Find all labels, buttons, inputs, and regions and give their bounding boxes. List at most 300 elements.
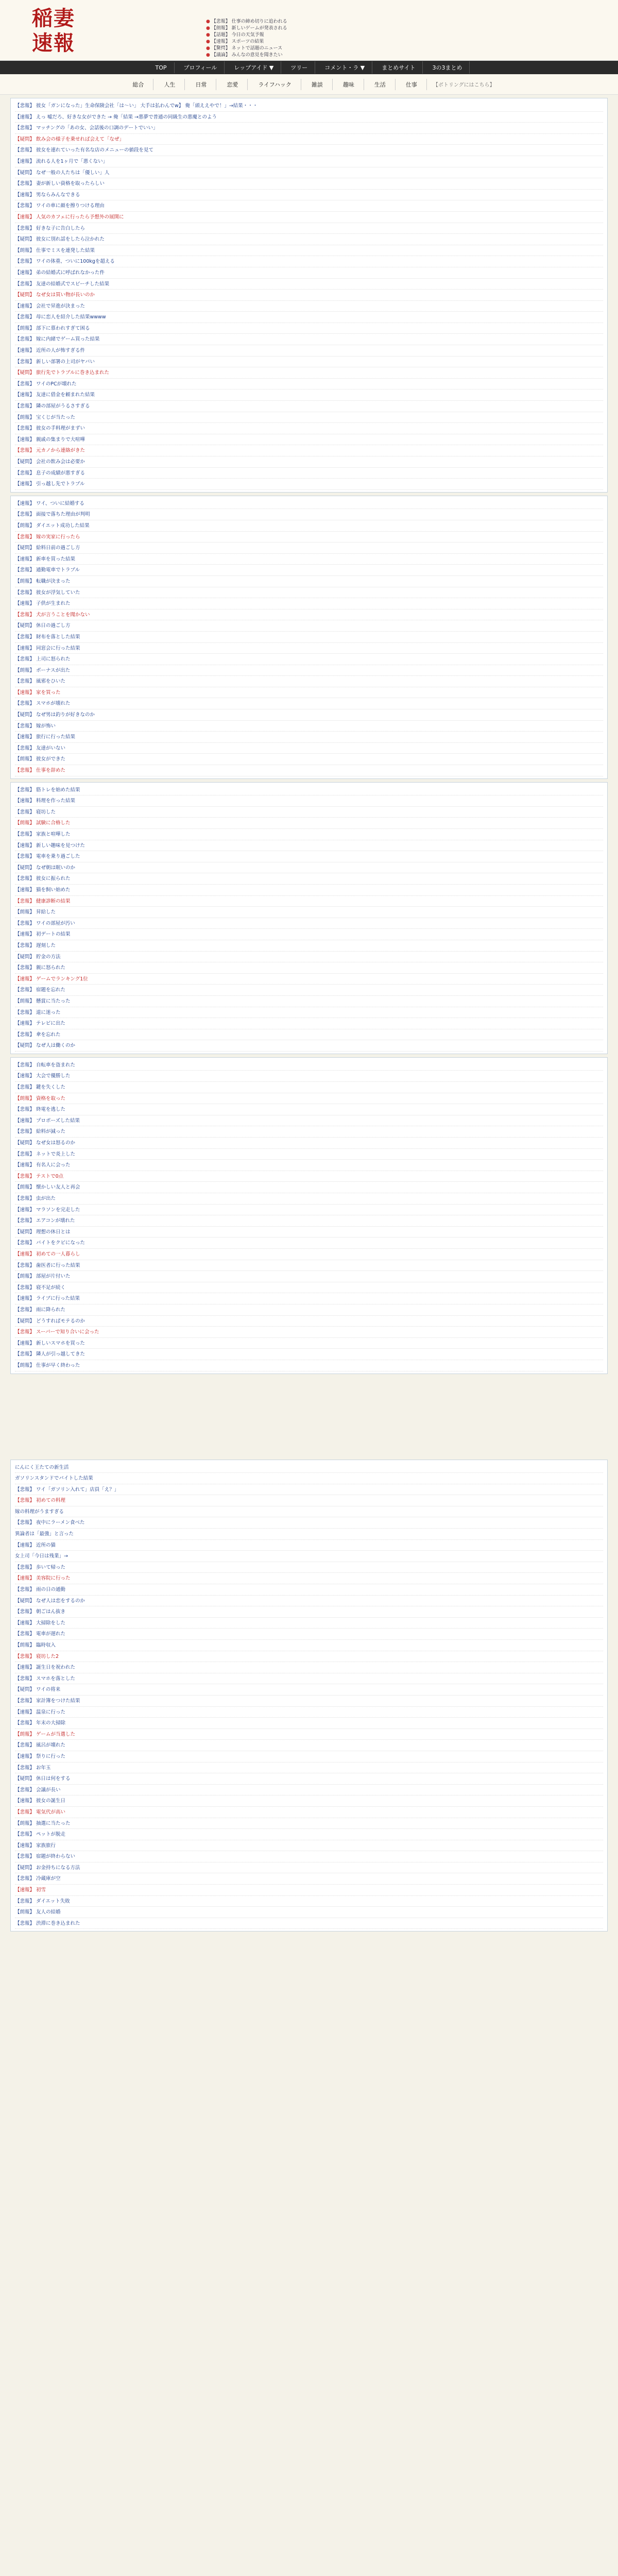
- nav-item[interactable]: ツリー: [283, 61, 315, 74]
- list-item[interactable]: [15, 1707, 603, 1718]
- article-link[interactable]: 【悲報】 友達の結婚式でスピーチした結果: [15, 281, 110, 287]
- article-link[interactable]: 【疑問】 休日の過ごし方: [15, 623, 71, 629]
- article-link[interactable]: 【速報】 彼女の誕生日: [15, 1798, 66, 1804]
- list-item[interactable]: [15, 1785, 603, 1796]
- list-item[interactable]: [15, 1873, 603, 1885]
- list-item[interactable]: [15, 1260, 603, 1272]
- article-link[interactable]: 【疑問】 なぜ女は買い物が長いのか: [15, 292, 95, 298]
- article-link[interactable]: 【朗報】 懐かしい友人と再会: [15, 1184, 80, 1191]
- article-link[interactable]: 【朗報】 臨時収入: [15, 1642, 56, 1648]
- article-link[interactable]: 【悲報】 歯医者に行った結果: [15, 1262, 80, 1268]
- list-item[interactable]: [15, 1227, 603, 1238]
- list-item[interactable]: [15, 1896, 603, 1907]
- list-item[interactable]: [15, 212, 603, 223]
- article-link[interactable]: 【悲報】 嫁が怖い: [15, 723, 56, 729]
- article-link[interactable]: 【朗報】 宝くじが当たった: [15, 414, 76, 420]
- list-item[interactable]: [15, 1829, 603, 1840]
- list-item[interactable]: [15, 1562, 603, 1573]
- list-item[interactable]: [15, 1115, 603, 1127]
- list-item[interactable]: [15, 873, 603, 885]
- list-item[interactable]: [15, 1484, 603, 1496]
- list-item[interactable]: [15, 1249, 603, 1260]
- article-link[interactable]: 【悲報】 財布を落とした結果: [15, 634, 80, 640]
- list-item[interactable]: [15, 862, 603, 874]
- article-link[interactable]: 【悲報】 健康診断の結果: [15, 898, 71, 904]
- list-item[interactable]: [15, 721, 603, 732]
- list-item[interactable]: [15, 665, 603, 676]
- list-item[interactable]: [15, 829, 603, 840]
- list-item[interactable]: [15, 576, 603, 587]
- article-link[interactable]: 【疑問】 休日は何をする: [15, 1776, 71, 1782]
- list-item[interactable]: [15, 1126, 603, 1138]
- list-item[interactable]: [15, 1029, 603, 1041]
- list-item[interactable]: [15, 1215, 603, 1227]
- article-link[interactable]: 【悲報】 元カノから連絡がきた: [15, 448, 85, 454]
- article-link[interactable]: 嫁の料理がうますぎる: [15, 1509, 64, 1515]
- list-item[interactable]: [15, 1517, 603, 1529]
- category-item[interactable]: 恋愛: [217, 79, 248, 90]
- list-item[interactable]: [15, 1606, 603, 1618]
- article-link[interactable]: 【悲報】 雨の日の通勤: [15, 1587, 66, 1593]
- article-link[interactable]: 【悲報】 スマホが壊れた: [15, 701, 71, 707]
- list-item[interactable]: [15, 785, 603, 796]
- list-item[interactable]: [15, 1596, 603, 1607]
- article-link[interactable]: 【悲報】 仕事を辞めた: [15, 768, 66, 774]
- list-item[interactable]: [15, 1007, 603, 1019]
- article-link[interactable]: 【悲報】 犬が言うことを聞かない: [15, 612, 90, 618]
- article-link[interactable]: 【速報】 大掃除をした: [15, 1620, 66, 1626]
- article-link[interactable]: 【悲報】 彼女が浮気していた: [15, 589, 80, 596]
- article-link[interactable]: 【速報】 旅行に行った結果: [15, 734, 76, 740]
- nav-item[interactable]: コメント・ラ ▼: [317, 61, 372, 74]
- list-item[interactable]: [15, 643, 603, 654]
- list-item[interactable]: [15, 620, 603, 632]
- article-link[interactable]: 【速報】 祭りに行った: [15, 1753, 66, 1759]
- list-item[interactable]: [15, 412, 603, 423]
- article-link[interactable]: 【速報】 家族旅行: [15, 1842, 56, 1849]
- list-item[interactable]: [15, 851, 603, 862]
- list-item[interactable]: [15, 962, 603, 974]
- list-item[interactable]: [15, 1182, 603, 1193]
- list-item[interactable]: [15, 290, 603, 301]
- article-link[interactable]: 【悲報】 宿題が終わらない: [15, 1854, 76, 1860]
- article-link[interactable]: 【悲報】 上司に怒られた: [15, 656, 71, 663]
- list-item[interactable]: [15, 952, 603, 963]
- list-item[interactable]: [15, 1193, 603, 1205]
- list-item[interactable]: [15, 145, 603, 156]
- list-item[interactable]: [15, 1840, 603, 1852]
- article-link[interactable]: 【悲報】 親に怒られた: [15, 965, 66, 971]
- article-link[interactable]: 【疑問】 なぜ男は釣りが好きなのか: [15, 712, 95, 718]
- article-link[interactable]: 【悲報】 年末の大掃除: [15, 1720, 66, 1726]
- category-item[interactable]: 総合: [123, 79, 153, 90]
- list-item[interactable]: [15, 509, 603, 520]
- list-item[interactable]: [15, 587, 603, 599]
- article-link[interactable]: 【悲報】 嫁に内緒でゲーム買った結果: [15, 336, 100, 343]
- list-item[interactable]: [15, 1885, 603, 1896]
- article-link[interactable]: 【速報】 近所の人が怖すぎる件: [15, 348, 85, 354]
- list-item[interactable]: [15, 345, 603, 357]
- article-link[interactable]: 【朗報】 抽選に当たった: [15, 1820, 71, 1826]
- article-link[interactable]: 【悲報】 ワイの車に顔を擦りつける理由: [15, 203, 105, 209]
- article-link[interactable]: 【悲報】 マッチングの「あの女、会話後の口調のデートでいい」: [15, 125, 158, 131]
- list-item[interactable]: [15, 520, 603, 532]
- list-item[interactable]: [15, 1584, 603, 1596]
- category-item[interactable]: 人生: [154, 79, 185, 90]
- list-item[interactable]: [15, 312, 603, 323]
- list-item[interactable]: [15, 543, 603, 554]
- list-item[interactable]: [15, 1495, 603, 1506]
- list-item[interactable]: [15, 1729, 603, 1740]
- article-link[interactable]: 【速報】 えっ 嘘だろ、好きな女ができた → 俺「結果 →悪夢で普通の同級生の悪魔とのよう: [15, 114, 217, 120]
- article-link[interactable]: 【悲報】 好きな子に告白したら: [15, 225, 85, 231]
- list-item[interactable]: [15, 732, 603, 743]
- list-item[interactable]: [15, 765, 603, 776]
- list-item[interactable]: [15, 401, 603, 412]
- list-item[interactable]: [15, 609, 603, 621]
- article-link[interactable]: 【悲報】 バイトをクビになった: [15, 1240, 85, 1246]
- list-item[interactable]: [15, 1316, 603, 1327]
- list-item[interactable]: [15, 1862, 603, 1874]
- category-item[interactable]: 趣味: [334, 79, 364, 90]
- list-item[interactable]: [15, 1040, 603, 1052]
- list-item[interactable]: [15, 885, 603, 896]
- article-link[interactable]: 【速報】 親戚の集まりで大喧嘩: [15, 436, 85, 443]
- article-link[interactable]: 【悲報】 渋滞に巻き込まれた: [15, 1920, 80, 1926]
- article-link[interactable]: 【速報】 新しい趣味を見つけた: [15, 842, 85, 849]
- list-item[interactable]: [15, 1573, 603, 1584]
- list-item[interactable]: [15, 1851, 603, 1862]
- list-item[interactable]: [15, 178, 603, 190]
- article-link[interactable]: 【悲報】 朝ごはん抜き: [15, 1609, 66, 1615]
- list-item[interactable]: [15, 1718, 603, 1729]
- list-item[interactable]: [15, 223, 603, 234]
- list-item[interactable]: [15, 1462, 603, 1473]
- article-link[interactable]: 【朗報】 部屋が片付いた: [15, 1274, 71, 1280]
- article-link[interactable]: 【悲報】 ネットで炎上した: [15, 1151, 76, 1157]
- article-link[interactable]: 【朗報】 転職が決まった: [15, 578, 71, 584]
- header-news-item[interactable]: ● 【驚愕】 ネットで話題のニュース: [206, 45, 587, 52]
- article-link[interactable]: 【朗報】 資格を取った: [15, 1095, 66, 1101]
- article-link[interactable]: 【悲報】 嫁の実家に行ったら: [15, 534, 80, 540]
- list-item[interactable]: [15, 245, 603, 257]
- category-item[interactable]: 雑談: [302, 79, 333, 90]
- article-link[interactable]: 【疑問】 会社の飲み会は必要か: [15, 459, 85, 465]
- list-item[interactable]: [15, 434, 603, 446]
- list-item[interactable]: [15, 1762, 603, 1774]
- list-item[interactable]: [15, 234, 603, 245]
- list-item[interactable]: [15, 379, 603, 390]
- article-link[interactable]: 【悲報】 風邪をひいた: [15, 679, 66, 685]
- list-item[interactable]: [15, 1349, 603, 1360]
- article-link[interactable]: 【疑問】 なぜ人は働くのか: [15, 1043, 76, 1049]
- article-link[interactable]: 【疑問】 なぜ一般の人たちは「優しい」人: [15, 170, 110, 176]
- list-item[interactable]: [15, 423, 603, 434]
- list-item[interactable]: [15, 389, 603, 401]
- list-item[interactable]: [15, 687, 603, 699]
- list-item[interactable]: [15, 1918, 603, 1929]
- article-link[interactable]: 【悲報】 虫が出た: [15, 1196, 56, 1201]
- list-item[interactable]: [15, 256, 603, 267]
- article-link[interactable]: 【速報】 初雪: [15, 1887, 46, 1893]
- article-link[interactable]: 【疑問】 どうすればモテるのか: [15, 1318, 85, 1324]
- list-item[interactable]: [15, 1795, 603, 1807]
- article-link[interactable]: 【悲報】 母に恋人を紹介した結果wwww: [15, 314, 106, 320]
- list-item[interactable]: [15, 929, 603, 940]
- article-link[interactable]: 【悲報】 筋トレを始めた結果: [15, 787, 80, 793]
- article-link[interactable]: 【速報】 誕生日を祝われた: [15, 1665, 76, 1671]
- list-item[interactable]: [15, 357, 603, 368]
- article-link[interactable]: 【速報】 大会で優勝した: [15, 1073, 71, 1079]
- article-link[interactable]: 【悲報】 電気代が高い: [15, 1809, 66, 1815]
- list-item[interactable]: [15, 1673, 603, 1685]
- article-link[interactable]: 【悲報】 給料が減った: [15, 1129, 66, 1135]
- list-item[interactable]: [15, 1618, 603, 1629]
- header-news-item[interactable]: ● 【話題】 今日の天気予報: [206, 32, 587, 39]
- article-link[interactable]: 【悲報】 隣人が引っ越してきた: [15, 1351, 85, 1358]
- article-link[interactable]: ガソリンスタンドでバイトした結果: [15, 1476, 93, 1482]
- list-item[interactable]: [15, 100, 603, 112]
- article-link[interactable]: 【悲報】 家計簿をつけた結果: [15, 1698, 80, 1704]
- list-item[interactable]: [15, 1327, 603, 1338]
- article-link[interactable]: 【速報】 人気のカフェに行ったら予想外の展開に: [15, 214, 124, 220]
- article-link[interactable]: 【悲報】 初めての料理: [15, 1498, 66, 1504]
- list-item[interactable]: [15, 698, 603, 709]
- article-link[interactable]: 【疑問】 給料日前の過ごし方: [15, 545, 80, 551]
- article-link[interactable]: 【疑問】 彼女に別れ話をしたら泣かれた: [15, 236, 105, 243]
- list-item[interactable]: [15, 1160, 603, 1171]
- article-link[interactable]: 【悲報】 宿題を忘れた: [15, 987, 66, 993]
- article-link[interactable]: 【速報】 会社で昇進が決まった: [15, 303, 85, 309]
- list-item[interactable]: [15, 1629, 603, 1640]
- list-item[interactable]: [15, 598, 603, 609]
- article-link[interactable]: 【疑問】 旅行先でトラブルに巻き込まれた: [15, 370, 109, 376]
- article-link[interactable]: 【朗報】 部下に慕われすぎて困る: [15, 325, 90, 331]
- article-link[interactable]: 【悲報】 会議が長い: [15, 1787, 61, 1793]
- article-link[interactable]: 【速報】 流れる人を1ヶ月で「悪くない」: [15, 158, 108, 164]
- list-item[interactable]: [15, 1640, 603, 1651]
- article-link[interactable]: 【悲報】 ワイの部屋が汚い: [15, 920, 75, 926]
- list-item[interactable]: [15, 1807, 603, 1818]
- list-item[interactable]: [15, 112, 603, 123]
- list-item[interactable]: [15, 1138, 603, 1149]
- article-link[interactable]: 【速報】 初めての一人暮らし: [15, 1251, 80, 1257]
- list-item[interactable]: [15, 907, 603, 918]
- list-item[interactable]: [15, 554, 603, 565]
- header-news-item[interactable]: ● 【朗報】 新しいゲームが発表される: [206, 25, 587, 32]
- category-item[interactable]: ライフハック: [249, 79, 301, 90]
- list-item[interactable]: [15, 445, 603, 456]
- article-link[interactable]: にんにく王たての新生活: [15, 1464, 69, 1470]
- list-item[interactable]: [15, 1071, 603, 1082]
- article-link[interactable]: 【悲報】 エアコンが壊れた: [15, 1218, 75, 1224]
- article-link[interactable]: 【悲報】 友達がいない: [15, 745, 66, 751]
- list-item[interactable]: [15, 940, 603, 952]
- list-item[interactable]: [15, 996, 603, 1007]
- article-link[interactable]: 【朗報】 ボーナスが出た: [15, 667, 71, 673]
- list-item[interactable]: [15, 1149, 603, 1160]
- list-item[interactable]: [15, 1696, 603, 1707]
- article-link[interactable]: 【悲報】 息子の成績が悪すぎる: [15, 470, 85, 476]
- article-link[interactable]: 【悲報】 歩いて帰った: [15, 1564, 66, 1570]
- article-link[interactable]: 【疑問】 お金持ちになる方法: [15, 1865, 80, 1871]
- list-item[interactable]: [15, 532, 603, 543]
- article-link[interactable]: 【悲報】 道に迷った: [15, 1009, 61, 1015]
- list-item[interactable]: [15, 1662, 603, 1673]
- article-link[interactable]: 【朗報】 友人の結婚: [15, 1909, 61, 1916]
- nav-item[interactable]: まとめサイト: [374, 61, 423, 74]
- article-link[interactable]: 【悲報】 ペットが脱走: [15, 1832, 66, 1838]
- article-link[interactable]: 【疑問】 なぜ朝は眠いのか: [15, 865, 76, 871]
- article-link[interactable]: 【悲報】 鍵を失くした: [15, 1084, 66, 1091]
- article-link[interactable]: 【悲報】 ダイエット失敗: [15, 1898, 70, 1904]
- list-item[interactable]: [15, 1473, 603, 1484]
- article-link[interactable]: 【朗報】 ダイエット成功した結果: [15, 522, 90, 529]
- article-link[interactable]: 【悲報】 お年玉: [15, 1765, 51, 1771]
- list-item[interactable]: [15, 134, 603, 145]
- list-item[interactable]: [15, 709, 603, 721]
- article-link[interactable]: 【朗報】 懸賞に当たった: [15, 998, 71, 1004]
- list-item[interactable]: [15, 1360, 603, 1371]
- list-item[interactable]: [15, 743, 603, 754]
- article-link[interactable]: 【疑問】 ワイの将来: [15, 1687, 61, 1693]
- list-item[interactable]: [15, 1060, 603, 1071]
- list-item[interactable]: [15, 896, 603, 907]
- list-item[interactable]: [15, 1018, 603, 1029]
- article-link[interactable]: 【速報】 料理を作った結果: [15, 798, 76, 804]
- article-link[interactable]: 【朗報】 昇給した: [15, 909, 56, 916]
- list-item[interactable]: [15, 367, 603, 379]
- list-item[interactable]: [15, 1740, 603, 1751]
- article-link[interactable]: 【速報】 猫を飼い始めた: [15, 887, 71, 893]
- article-link[interactable]: 【速報】 新しいスマホを買った: [15, 1340, 85, 1346]
- article-link[interactable]: 【悲報】 寝坊した: [15, 809, 56, 815]
- list-item[interactable]: [15, 167, 603, 179]
- article-link[interactable]: 【悲報】 自転車を盗まれた: [15, 1062, 76, 1068]
- list-item[interactable]: [15, 807, 603, 818]
- article-link[interactable]: 【速報】 新車を買った結果: [15, 556, 76, 562]
- category-item[interactable]: 日常: [186, 79, 216, 90]
- list-item[interactable]: [15, 840, 603, 852]
- article-link[interactable]: 【速報】 家を買った: [15, 689, 61, 696]
- article-link[interactable]: 【疑問】 なぜ人は恋をするのか: [15, 1598, 85, 1604]
- article-link[interactable]: 女上司「今日は残業」→: [15, 1553, 68, 1560]
- article-link[interactable]: 【朗報】 彼女ができた: [15, 756, 66, 762]
- list-item[interactable]: [15, 1104, 603, 1115]
- list-item[interactable]: [15, 654, 603, 665]
- article-link[interactable]: 【悲報】 通勤電車でトラブル: [15, 567, 80, 573]
- list-item[interactable]: [15, 1751, 603, 1762]
- article-link[interactable]: 【悲報】 テストで0点: [15, 1173, 64, 1179]
- list-item[interactable]: [15, 1551, 603, 1562]
- article-link[interactable]: 【速報】 同窓会に行った結果: [15, 645, 80, 651]
- list-item[interactable]: [15, 1093, 603, 1105]
- article-link[interactable]: 【疑問】 貯金の方法: [15, 954, 61, 960]
- list-item[interactable]: [15, 1293, 603, 1304]
- article-link[interactable]: 【速報】 マラソンを完走した: [15, 1207, 80, 1213]
- article-link[interactable]: 【悲報】 終電を逃した: [15, 1107, 66, 1113]
- article-link[interactable]: 【速報】 男ならみんなできる: [15, 192, 80, 198]
- article-link[interactable]: 【悲報】 遅刻した: [15, 942, 56, 948]
- article-link[interactable]: 【疑問】 なぜ女は怒るのか: [15, 1140, 76, 1146]
- article-link[interactable]: 【悲報】 彼女の手料理がまずい: [15, 426, 85, 432]
- list-item[interactable]: [15, 479, 603, 490]
- article-link[interactable]: 【悲報】 面接で落ちた理由が判明: [15, 512, 90, 518]
- article-link[interactable]: 【疑問】 理想の休日とは: [15, 1229, 71, 1235]
- article-link[interactable]: 【悲報】 冷蔵庫が空: [15, 1876, 61, 1882]
- article-link[interactable]: 【朗報】 仕事でミスを連発した結果: [15, 247, 95, 253]
- category-item[interactable]: 生活: [365, 79, 396, 90]
- article-link[interactable]: 【速報】 美容院に行った: [15, 1575, 71, 1582]
- article-link[interactable]: 【悲報】 彼女「ガンになった」生命保険会社「は〜い」 大手は払わんでw】 俺「頭ええやで！」→結果・・・: [15, 103, 258, 109]
- list-item[interactable]: [15, 1540, 603, 1551]
- list-item[interactable]: [15, 1271, 603, 1282]
- list-item[interactable]: [15, 1907, 603, 1918]
- article-link[interactable]: 【速報】 子供が生まれた: [15, 601, 71, 607]
- article-link[interactable]: 【悲報】 寝坊した2: [15, 1653, 59, 1659]
- list-item[interactable]: [15, 456, 603, 468]
- list-item[interactable]: [15, 200, 603, 212]
- list-item[interactable]: [15, 754, 603, 765]
- list-item[interactable]: [15, 123, 603, 134]
- article-link[interactable]: 【速報】 ワイ、ついに結婚する: [15, 500, 84, 506]
- article-link[interactable]: 【悲報】 傘を忘れた: [15, 1031, 61, 1038]
- article-link[interactable]: 【悲報】 風呂が壊れた: [15, 1742, 66, 1749]
- list-item[interactable]: [15, 565, 603, 576]
- article-link[interactable]: 【速報】 有名人に会った: [15, 1162, 71, 1168]
- list-item[interactable]: [15, 1205, 603, 1216]
- article-link[interactable]: 【速報】 引っ越し先でトラブル: [15, 481, 85, 487]
- article-link[interactable]: 【悲報】 スマホを落とした: [15, 1675, 75, 1682]
- article-link[interactable]: 【速報】 ライブに行った結果: [15, 1296, 80, 1302]
- nav-item[interactable]: TOP: [148, 62, 175, 73]
- nav-item[interactable]: レップアイド ▼: [227, 61, 281, 74]
- article-link[interactable]: 【悲報】 雨に降られた: [15, 1307, 66, 1313]
- article-link[interactable]: 【速報】 テレビに出た: [15, 1021, 65, 1027]
- list-item[interactable]: [15, 1506, 603, 1518]
- article-link[interactable]: 【悲報】 スーパーで知り合いに会った: [15, 1329, 99, 1335]
- article-link[interactable]: 【速報】 温泉に行った: [15, 1709, 66, 1715]
- list-item[interactable]: [15, 190, 603, 201]
- list-item[interactable]: [15, 1082, 603, 1093]
- list-item[interactable]: [15, 1773, 603, 1785]
- article-link[interactable]: 【悲報】 電車が遅れた: [15, 1631, 66, 1637]
- article-link[interactable]: 【朗報】 試験に合格した: [15, 820, 71, 826]
- list-item[interactable]: [15, 334, 603, 345]
- list-item[interactable]: [15, 279, 603, 290]
- article-link[interactable]: 【悲報】 彼女に振られた: [15, 876, 71, 882]
- article-link[interactable]: 【悲報】 寝不足が続く: [15, 1284, 66, 1291]
- list-item[interactable]: [15, 301, 603, 312]
- article-link[interactable]: 【速報】 友達に借金を頼まれた結果: [15, 392, 95, 398]
- header-news-item[interactable]: ● 【速報】 スポーツの結果: [206, 39, 587, 45]
- article-link[interactable]: 【悲報】 新しい部署の上司がヤバい: [15, 359, 95, 365]
- article-link[interactable]: 【疑問】 飲み会の様子を乗せれば会えて「なぜ」: [15, 136, 125, 142]
- category-item[interactable]: 仕事: [397, 79, 427, 90]
- list-item[interactable]: [15, 918, 603, 929]
- article-link[interactable]: 【悲報】 電車を乗り過ごした: [15, 854, 80, 860]
- article-link[interactable]: 【悲報】 妻が新しい資格を取ったらしい: [15, 181, 105, 187]
- article-link[interactable]: 【悲報】 隣の部屋がうるさすぎる: [15, 403, 90, 410]
- article-link[interactable]: 【悲報】 ワイ「ガソリン入れて」店員「え？」: [15, 1486, 119, 1493]
- nav-item[interactable]: 3の3まとめ: [425, 61, 470, 74]
- article-link[interactable]: 【悲報】 家族と喧嘩した: [15, 832, 71, 837]
- site-logo[interactable]: [32, 6, 83, 58]
- article-link[interactable]: 【悲報】 夜中にラーメン食べた: [15, 1520, 85, 1526]
- list-item[interactable]: [15, 1171, 603, 1182]
- article-link[interactable]: 異論者は「最強」と言った: [15, 1531, 74, 1537]
- article-link[interactable]: 【速報】 弟の結婚式に呼ばれなかった件: [15, 269, 105, 276]
